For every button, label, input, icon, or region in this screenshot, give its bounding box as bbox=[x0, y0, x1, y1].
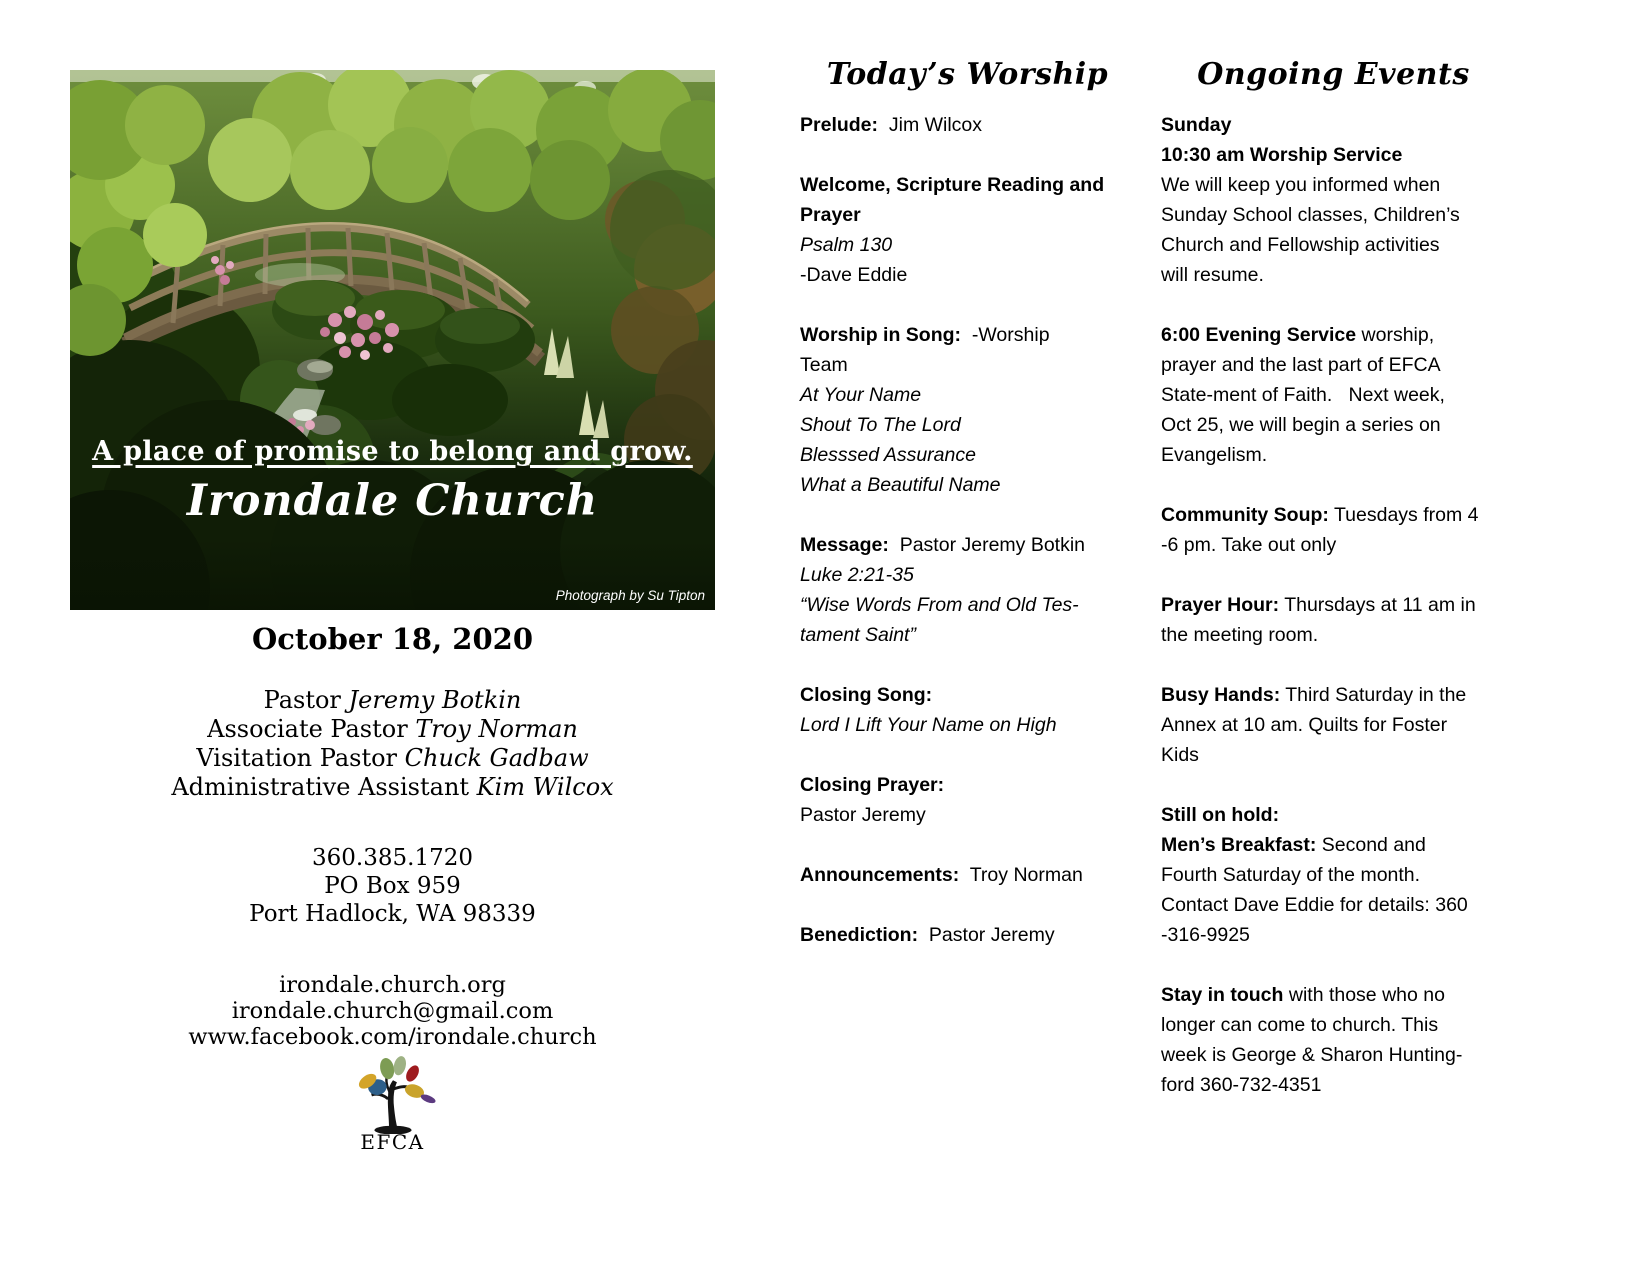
text-run: Kids bbox=[1161, 744, 1199, 766]
text-line bbox=[1161, 710, 1506, 740]
text-run: Associate Pastor bbox=[207, 715, 416, 743]
paragraph bbox=[1161, 800, 1506, 950]
text-line bbox=[800, 770, 1135, 800]
text-run: Closing Song: bbox=[800, 684, 933, 706]
text-line bbox=[1161, 110, 1506, 140]
text-line: irondale.church@gmail.com bbox=[231, 998, 554, 1024]
text-run: Still on hold: bbox=[1161, 804, 1280, 826]
text-run: worship, bbox=[1356, 324, 1435, 346]
paragraph bbox=[1161, 320, 1506, 470]
text-run: Prayer Hour: bbox=[1161, 594, 1280, 616]
text-run: Tuesdays from 4 bbox=[1328, 504, 1479, 526]
text-run: Pastor Jeremy bbox=[918, 924, 1055, 946]
text-line bbox=[1161, 1040, 1506, 1070]
text-run: Church and Fellowship activities bbox=[1161, 234, 1440, 256]
text-run: prayer and the last part of EFCA bbox=[1161, 354, 1441, 376]
text-line bbox=[800, 860, 1135, 890]
text-run: Jim Wilcox bbox=[878, 114, 983, 136]
text-run: Thursdays at 11 am in bbox=[1279, 594, 1476, 616]
text-run: Announcements: bbox=[800, 864, 960, 886]
contact-info bbox=[70, 844, 715, 928]
text-run: Welcome, Scripture Reading and bbox=[800, 174, 1105, 196]
text-line bbox=[1161, 980, 1506, 1010]
text-run: Prayer bbox=[800, 204, 861, 226]
photo-credit: Photograph by Su Tipton bbox=[555, 588, 705, 603]
text-run: Worship in Song: bbox=[800, 324, 962, 346]
text-run: with those who no bbox=[1283, 984, 1445, 1006]
text-line bbox=[800, 380, 1135, 410]
text-run: Benediction: bbox=[800, 924, 919, 946]
text-run: Fourth Saturday of the month. bbox=[1161, 864, 1421, 886]
text-run: Stay in touch bbox=[1161, 984, 1284, 1006]
web-links bbox=[70, 972, 715, 1050]
text-run: -316-9925 bbox=[1161, 924, 1250, 946]
text-run: Chuck Gadbaw bbox=[404, 744, 589, 772]
bulletin-date: October 18, 2020 bbox=[251, 622, 534, 656]
text-line bbox=[800, 410, 1135, 440]
text-line bbox=[1161, 200, 1506, 230]
text-run: the meeting room. bbox=[1161, 624, 1319, 646]
text-run: 10:30 am Worship Service bbox=[1161, 144, 1403, 166]
text-run: longer can come to church. This bbox=[1161, 1014, 1439, 1036]
text-run: Blesssed Assurance bbox=[800, 444, 976, 466]
text-run: -Worship bbox=[961, 324, 1050, 346]
text-line bbox=[800, 200, 1135, 230]
paragraph bbox=[1161, 980, 1506, 1100]
text-line bbox=[1161, 140, 1506, 170]
text-run: ford 360-732-4351 bbox=[1161, 1074, 1322, 1096]
efca-tree-icon bbox=[343, 1052, 443, 1134]
text-run: Men’s Breakfast: bbox=[1161, 834, 1317, 856]
text-run: Team bbox=[800, 354, 848, 376]
text-line bbox=[800, 800, 1135, 830]
text-line bbox=[1161, 170, 1506, 200]
paragraph bbox=[800, 920, 1135, 950]
text-line bbox=[1161, 1010, 1506, 1040]
text-line bbox=[70, 744, 715, 773]
text-line bbox=[800, 620, 1135, 650]
paragraph bbox=[800, 320, 1135, 500]
text-line: 360.385.1720 bbox=[312, 845, 473, 871]
text-line bbox=[800, 170, 1135, 200]
text-run: will resume. bbox=[1161, 264, 1264, 286]
text-run: Pastor Jeremy bbox=[800, 804, 926, 826]
leaf-green bbox=[378, 1057, 396, 1081]
text-run: Sunday School classes, Children’s bbox=[1161, 204, 1460, 226]
text-run: State-ment of Faith. Next week, bbox=[1161, 384, 1445, 406]
staff-list bbox=[70, 686, 715, 802]
text-line: PO Box 959 bbox=[324, 873, 461, 899]
text-run: What a Beautiful Name bbox=[800, 474, 1001, 496]
text-line bbox=[800, 590, 1135, 620]
paragraph bbox=[800, 680, 1135, 740]
text-run: Message: bbox=[800, 534, 889, 556]
worship-order bbox=[800, 110, 1135, 950]
text-line bbox=[1161, 500, 1506, 530]
leaf-sage bbox=[391, 1055, 407, 1077]
church-name: Irondale Church bbox=[186, 476, 599, 526]
text-run: Psalm 130 bbox=[800, 234, 893, 256]
text-run: Shout To The Lord bbox=[800, 414, 961, 436]
text-line: irondale.church.org bbox=[279, 972, 506, 998]
text-line bbox=[1161, 260, 1506, 290]
text-line bbox=[70, 715, 715, 744]
text-run: Kim Wilcox bbox=[476, 773, 614, 801]
photo-tagline: A place of promise to belong and grow. bbox=[92, 436, 693, 467]
text-line bbox=[800, 560, 1135, 590]
paragraph bbox=[800, 530, 1135, 650]
paragraph bbox=[1161, 590, 1506, 650]
text-run: Oct 25, we will begin a series on bbox=[1161, 414, 1441, 436]
text-line bbox=[800, 920, 1135, 950]
text-run: “Wise Words From and Old Tes- bbox=[800, 594, 1079, 616]
text-run: Annex at 10 am. Quilts for Foster bbox=[1161, 714, 1448, 736]
text-line bbox=[800, 440, 1135, 470]
text-run: Closing Prayer: bbox=[800, 774, 945, 796]
text-run: 6:00 Evening Service bbox=[1161, 324, 1357, 346]
text-run: At Your Name bbox=[800, 384, 922, 406]
paragraph bbox=[800, 170, 1135, 290]
text-run: -6 pm. Take out only bbox=[1161, 534, 1337, 556]
text-run: Jeremy Botkin bbox=[348, 686, 522, 714]
paragraph bbox=[1161, 680, 1506, 770]
leaf-red bbox=[403, 1063, 421, 1084]
text-line bbox=[1161, 740, 1506, 770]
text-run: Pastor bbox=[263, 686, 349, 714]
text-line: www.facebook.com/irondale.church bbox=[188, 1024, 597, 1050]
text-line bbox=[800, 710, 1135, 740]
garden-photo bbox=[70, 70, 715, 610]
text-run: Busy Hands: bbox=[1161, 684, 1281, 706]
text-line bbox=[1161, 380, 1506, 410]
text-run: Evangelism. bbox=[1161, 444, 1268, 466]
text-run: Prelude: bbox=[800, 114, 879, 136]
text-run: Administrative Assistant bbox=[171, 773, 477, 801]
text-run: Sunday bbox=[1161, 114, 1232, 136]
text-line bbox=[800, 530, 1135, 560]
paragraph bbox=[800, 110, 1135, 140]
efca-label: EFCA bbox=[360, 1130, 425, 1154]
text-line: Port Hadlock, WA 98339 bbox=[249, 901, 536, 927]
text-run: Troy Norman bbox=[959, 864, 1083, 886]
text-run: Pastor Jeremy Botkin bbox=[888, 534, 1086, 556]
paragraph bbox=[1161, 110, 1506, 290]
text-run: Community Soup: bbox=[1161, 504, 1329, 526]
text-line bbox=[1161, 410, 1506, 440]
paragraph bbox=[1161, 500, 1506, 560]
text-line bbox=[800, 110, 1135, 140]
paragraph bbox=[800, 770, 1135, 830]
text-run: Luke 2:21-35 bbox=[800, 564, 914, 586]
text-run: Third Saturday in the bbox=[1280, 684, 1467, 706]
text-run: Visitation Pastor bbox=[196, 744, 405, 772]
text-line bbox=[1161, 920, 1506, 950]
text-line bbox=[800, 680, 1135, 710]
paragraph bbox=[800, 860, 1135, 890]
text-line bbox=[1161, 620, 1506, 650]
text-line bbox=[70, 773, 715, 802]
text-line bbox=[800, 260, 1135, 290]
text-line bbox=[1161, 680, 1506, 710]
text-line bbox=[1161, 1070, 1506, 1100]
events-list bbox=[1161, 110, 1506, 1100]
todays-worship-section bbox=[800, 57, 1135, 980]
text-run: tament Saint” bbox=[800, 624, 916, 646]
text-run: Second and bbox=[1316, 834, 1426, 856]
text-line bbox=[1161, 590, 1506, 620]
text-run: Lord I Lift Your Name on High bbox=[800, 714, 1057, 736]
text-line bbox=[1161, 800, 1506, 830]
text-run: Contact Dave Eddie for details: 360 bbox=[1161, 894, 1468, 916]
text-line bbox=[70, 686, 715, 715]
text-line bbox=[1161, 860, 1506, 890]
text-line bbox=[800, 320, 1135, 350]
text-run: week is George & Sharon Hunting- bbox=[1161, 1044, 1463, 1066]
text-line bbox=[1161, 890, 1506, 920]
text-line bbox=[800, 470, 1135, 500]
text-line bbox=[1161, 350, 1506, 380]
text-line bbox=[1161, 320, 1506, 350]
text-line bbox=[1161, 830, 1506, 860]
ongoing-events-section bbox=[1161, 57, 1506, 1130]
efca-logo bbox=[70, 1052, 715, 1154]
text-line bbox=[800, 230, 1135, 260]
text-line bbox=[1161, 230, 1506, 260]
worship-title: Today’s Worship bbox=[826, 57, 1109, 92]
text-line bbox=[1161, 530, 1506, 560]
text-run: We will keep you informed when bbox=[1161, 174, 1441, 196]
text-line bbox=[800, 350, 1135, 380]
text-run: -Dave Eddie bbox=[800, 264, 908, 286]
garden-photo-art bbox=[70, 70, 715, 610]
events-title: Ongoing Events bbox=[1197, 57, 1470, 92]
text-run: Troy Norman bbox=[415, 715, 578, 743]
text-line bbox=[1161, 440, 1506, 470]
